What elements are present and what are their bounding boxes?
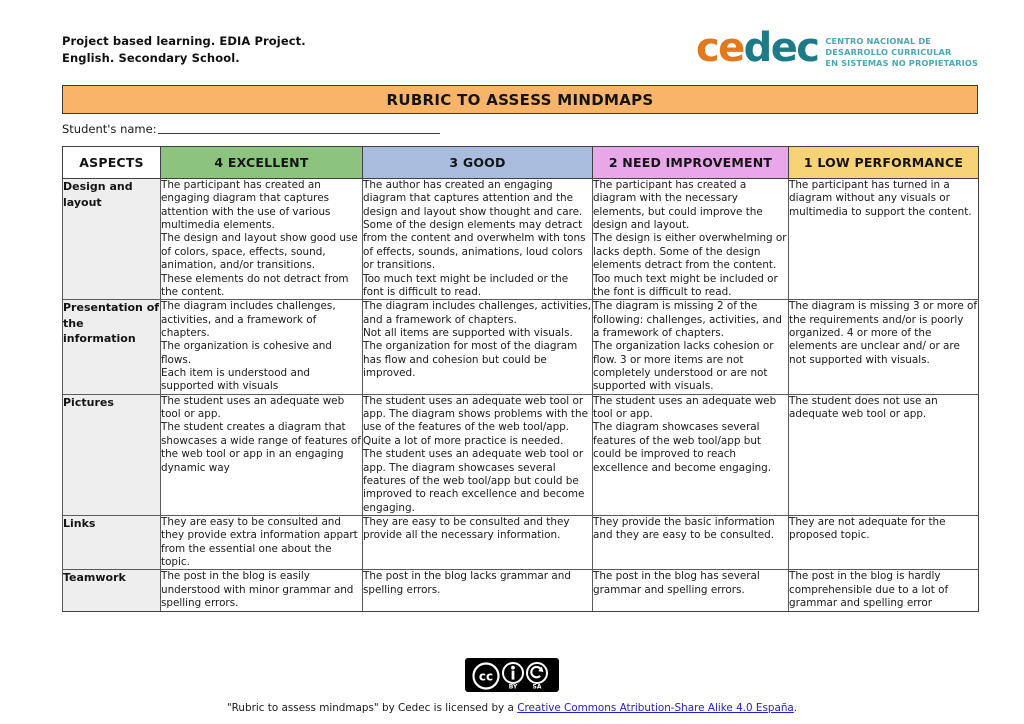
page-title: RUBRIC TO ASSESS MINDMAPS <box>386 90 654 109</box>
table-row <box>63 179 979 300</box>
header-line-2: English. Secondary School. <box>62 50 240 65</box>
cell-excellent: The student uses an adequate web tool or app. The student creates a diagram that showcases a wide range of features of the web tool or app in an engaging dynamic way <box>161 394 363 515</box>
cedec-logo <box>695 25 978 71</box>
column-header-good: 3 GOOD <box>363 147 593 179</box>
svg-text:cc: cc <box>478 669 494 684</box>
logo-letter-e2: e <box>770 25 797 71</box>
column-header-low-performance: 1 LOW PERFORMANCE <box>789 147 979 179</box>
rubric-table <box>62 146 979 612</box>
cell-low-performance: The diagram is missing 3 or more of the requirements and/or is poorly organized. 4 or more of the elements are unclear and/ or are not supported with visuals. <box>789 300 979 395</box>
license-text <box>0 702 1024 714</box>
license-text-before: "Rubric to assess mindmaps" by Cedec is licensed by a <box>226 702 518 714</box>
row-aspect-label: Design and layout <box>63 179 161 300</box>
document-header <box>62 25 978 83</box>
student-name-label: Student's name: <box>62 122 157 136</box>
cedec-tagline-line-1: CENTRO NACIONAL DE <box>825 36 932 46</box>
cedec-tagline <box>825 36 978 68</box>
license-link[interactable]: Creative Commons Atribution-Share Alike 4.0 España <box>517 702 794 714</box>
table-header-row <box>63 147 979 179</box>
creative-commons-badge-icon[interactable] <box>465 658 559 692</box>
cell-need-improvement: The participant has created a diagram with the necessary elements, but could improve the design and layout. The design is either overwhelming or lacks depth. Some of the design elements detract from the content. Too much text might be included or the font is difficult to read. <box>593 179 787 298</box>
logo-letter-c2: c <box>796 25 819 71</box>
cell-low-performance: The student does not use an adequate web tool or app. <box>789 394 979 515</box>
cell-low-performance: The participant has turned in a diagram without any visuals or multimedia to support the content. <box>789 179 979 300</box>
document-footer <box>0 658 1024 714</box>
row-aspect-label: Teamwork <box>63 570 161 611</box>
table-row <box>63 515 979 569</box>
student-name-rule[interactable] <box>158 133 440 134</box>
cell-excellent: The participant has created an engaging diagram that captures attention with the use of various multimedia elements. The design and layout show good use of colors, space, effects, sound, animation, and/or transitions. These elements do not detract from the content. <box>161 179 363 300</box>
logo-letter-e1: e <box>718 25 744 71</box>
cell-good: The student uses an adequate web tool or app. The diagram shows problems with the use of the features of the web tool/app. Quite a lot of more practice is needed. The student uses an adequate web tool or app. The diagram showcases several features of the web tool/app but could be improved to reach excellence and become engaging. <box>363 394 593 515</box>
logo-letter-c1: c <box>695 25 719 71</box>
cell-need-improvement: They provide the basic information and they are easy to be consulted. <box>593 515 789 569</box>
cell-low-performance: They are not adequate for the proposed topic. <box>789 515 979 569</box>
cell-excellent: The post in the blog is easily understood with minor grammar and spelling errors. <box>161 570 363 611</box>
table-row <box>63 570 979 611</box>
title-banner <box>62 85 978 114</box>
header-subject-lines <box>62 33 306 66</box>
logo-letter-d: d <box>743 25 771 71</box>
student-name-field <box>62 122 440 136</box>
cell-good: The author has created an engaging diagram that captures attention and the design and layout show thought and care. Some of the design elements may detract from the content and overwhelm with tons of effects, sounds, animations, loud colors or transitions. Too much text might be included or the font is difficult to read. <box>363 179 593 300</box>
cell-need-improvement: The student uses an adequate web tool or app. The diagram showcases several features of the web tool/app but could be improved to reach excellence and become engaging. <box>593 394 789 515</box>
column-header-aspects: ASPECTS <box>63 147 161 179</box>
cell-good: The post in the blog lacks grammar and spelling errors. <box>363 570 593 611</box>
row-aspect-label: Presentation of the information <box>63 300 161 395</box>
license-text-after: . <box>793 702 798 714</box>
column-header-need-improvement: 2 NEED IMPROVEMENT <box>593 147 789 179</box>
svg-text:BY: BY <box>508 683 518 691</box>
row-aspect-label: Links <box>63 515 161 569</box>
cell-excellent: They are easy to be consulted and they provide extra information appart from the essential one about the topic. <box>161 515 363 569</box>
cedec-tagline-line-3: EN SISTEMAS NO PROPIETARIOS <box>825 57 978 68</box>
cell-good: The diagram includes challenges, activities, and a framework of chapters. Not all items are supported with visuals. The organization for most of the diagram has flow and cohesion but could be improved. <box>363 300 593 395</box>
row-aspect-label: Pictures <box>63 394 161 515</box>
table-row <box>63 394 979 515</box>
header-line-1: Project based learning. EDIA Project. <box>62 34 306 48</box>
cell-good: They are easy to be consulted and they provide all the necessary information. <box>363 515 593 569</box>
cell-excellent: The diagram includes challenges, activities, and a framework of chapters. The organization is cohesive and flows. Each item is understood and supported with visuals <box>161 300 363 395</box>
svg-text:SA: SA <box>532 683 542 691</box>
rubric-table-body <box>63 179 979 612</box>
table-row <box>63 300 979 395</box>
cell-low-performance: The post in the blog is hardly comprehensible due to a lot of grammar and spelling error <box>789 570 979 611</box>
cedec-wordmark <box>695 25 819 71</box>
cell-need-improvement: The diagram is missing 2 of the following: challenges, activities, and a framework of chapters. The organization lacks cohesion or flow. 3 or more items are not completely understood or are not supported with visuals. <box>593 300 789 395</box>
cell-need-improvement: The post in the blog has several grammar and spelling errors. <box>593 570 789 611</box>
column-header-excellent: 4 EXCELLENT <box>161 147 363 179</box>
cedec-tagline-line-2: DESARROLLO CURRICULAR <box>825 46 952 57</box>
